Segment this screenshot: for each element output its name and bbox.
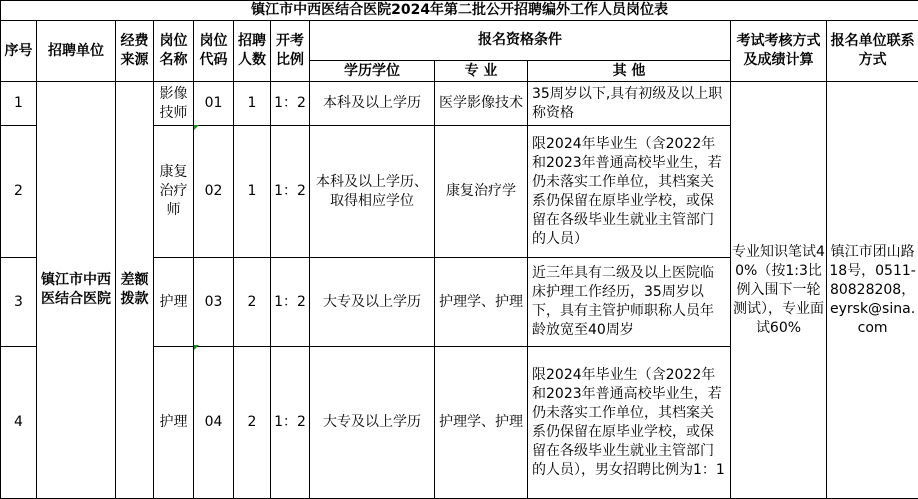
header-count: 招聘人数 (234, 21, 271, 82)
row-education: 本科及以上学历 (310, 82, 435, 126)
row-education: 大专及以上学历 (310, 347, 435, 499)
table-title: 镇江市中西医结合医院2024年第二批公开招聘编外工作人员岗位表 (1, 1, 918, 21)
row-count: 2 (234, 347, 271, 499)
table-row (1, 82, 918, 126)
unit-cell: 镇江市中西医结合医院 (37, 82, 116, 499)
funding-cell: 差额拨款 (116, 82, 154, 499)
row-post-name: 护理 (154, 258, 194, 347)
exam-cell: 专业知识笔试40%（按1:3比例入围下一轮测试），专业面试60% (731, 82, 827, 499)
row-other: 近三年具有二级及以上医院临床护理工作经历，35周岁以下，具有主管护师职称人员年龄放宽至40周岁 (528, 258, 731, 347)
cell-comment-marker (194, 125, 199, 130)
row-seq: 3 (1, 258, 37, 347)
title-row (1, 1, 918, 21)
row-education: 大专及以上学历 (310, 258, 435, 347)
row-post-name: 护理 (154, 347, 194, 499)
row-count: 2 (234, 258, 271, 347)
header-exam: 考试考核方式及成绩计算 (731, 21, 827, 82)
header-education: 学历学位 (310, 61, 435, 82)
row-other: 限2024年毕业生（含2022年和2023年普通高校毕业生，若仍未落实工作单位，其档案关系仍保留在原毕业学校，或保留在各级毕业生就业主管部门的人员） (528, 126, 731, 258)
row-seq: 2 (1, 126, 37, 258)
header-contact: 报名单位联系方式 (827, 21, 918, 82)
header-ratio: 开考比例 (271, 21, 310, 82)
row-seq: 4 (1, 347, 37, 499)
row-education: 本科及以上学历、取得相应学位 (310, 126, 435, 258)
row-post-code: 01 (194, 82, 234, 126)
row-major: 护理学、护理 (435, 258, 528, 347)
row-post-name: 影像技师 (154, 82, 194, 126)
contact-cell: 镇江市团山路18号，0511-80828208，eyrsk@sina.com (827, 82, 918, 499)
row-ratio: 1：2 (271, 126, 310, 258)
row-post-code: 02 (194, 126, 234, 258)
row-ratio: 1：2 (271, 82, 310, 126)
row-other: 35周岁以下,具有初级及以上职称资格 (528, 82, 731, 126)
row-count: 1 (234, 126, 271, 258)
header-post-name: 岗位名称 (154, 21, 194, 82)
cell-comment-marker (194, 345, 199, 350)
header-seq: 序号 (1, 21, 37, 82)
row-ratio: 1：2 (271, 347, 310, 499)
row-major: 医学影像技术 (435, 82, 528, 126)
row-post-name: 康复治疗师 (154, 126, 194, 258)
header-row-1 (1, 21, 918, 61)
header-unit: 招聘单位 (37, 21, 116, 82)
header-qualification-group: 报名资格条件 (310, 21, 731, 61)
header-major: 专 业 (435, 61, 528, 82)
row-seq: 1 (1, 82, 37, 126)
header-funding: 经费来源 (116, 21, 154, 82)
header-post-code: 岗位代码 (194, 21, 234, 82)
row-post-code: 04 (194, 347, 234, 499)
row-post-code: 03 (194, 258, 234, 347)
row-major: 护理学、护理 (435, 347, 528, 499)
row-other: 限2024年毕业生（含2022年和2023年普通高校毕业生，若仍未落实工作单位，其档案关系仍保留在原毕业学校，或保留在各级毕业生就业主管部门的人员），男女招聘比例为1：1 (528, 347, 731, 499)
row-ratio: 1：2 (271, 258, 310, 347)
header-other: 其 他 (528, 61, 731, 82)
row-major: 康复治疗学 (435, 126, 528, 258)
row-count: 1 (234, 82, 271, 126)
